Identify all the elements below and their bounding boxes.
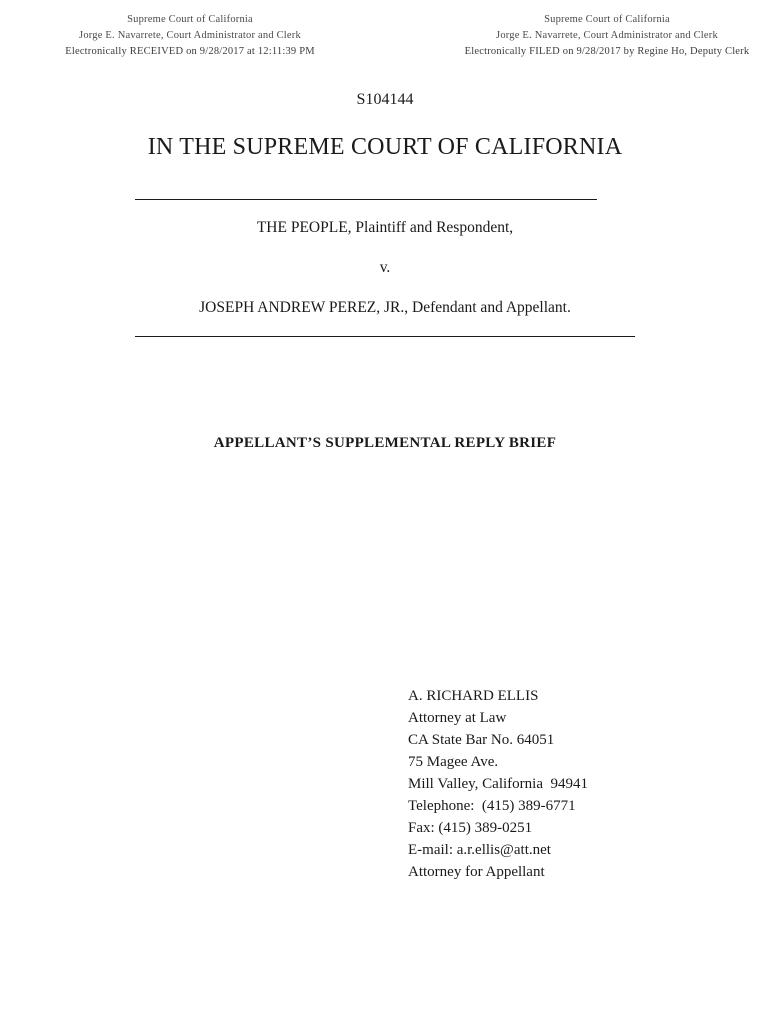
divider-top — [135, 199, 597, 200]
attorney-city: Mill Valley, California 94941 — [408, 776, 588, 792]
attorney-street: 75 Magee Ave. — [408, 754, 499, 770]
plaintiff-line: THE PEOPLE, Plaintiff and Respondent, — [256, 219, 514, 236]
versus-line: v. — [379, 259, 391, 276]
attorney-telephone: Telephone: (415) 389-6771 — [408, 798, 576, 814]
attorney-role: Attorney at Law — [408, 710, 507, 726]
attorney-fax: Fax: (415) 389-0251 — [408, 820, 533, 836]
filed-stamp-court: Supreme Court of California — [544, 14, 670, 25]
filed-stamp-status: Electronically FILED on 9/28/2017 by Regine Ho, Deputy Clerk — [464, 46, 750, 57]
case-number: S104144 — [356, 91, 414, 108]
defendant-line: JOSEPH ANDREW PEREZ, JR., Defendant and Appellant. — [199, 299, 571, 316]
court-title: IN THE SUPREME COURT OF CALIFORNIA — [147, 134, 623, 160]
brief-title: APPELLANT’S SUPPLEMENTAL REPLY BRIEF — [213, 435, 557, 451]
attorney-name: A. RICHARD ELLIS — [408, 688, 539, 704]
received-stamp-status: Electronically RECEIVED on 9/28/2017 at 12:11:39 PM — [65, 46, 315, 57]
attorney-for: Attorney for Appellant — [408, 864, 545, 880]
filed-stamp-clerk: Jorge E. Navarrete, Court Administrator and Clerk — [496, 30, 718, 41]
received-stamp-clerk: Jorge E. Navarrete, Court Administrator and Clerk — [79, 30, 301, 41]
attorney-bar-number: CA State Bar No. 64051 — [408, 732, 555, 748]
received-stamp-court: Supreme Court of California — [127, 14, 253, 25]
attorney-block — [408, 685, 708, 883]
filed-stamp — [462, 12, 752, 60]
divider-bottom — [135, 336, 635, 337]
attorney-email: E-mail: a.r.ellis@att.net — [408, 842, 551, 858]
received-stamp — [64, 12, 316, 60]
